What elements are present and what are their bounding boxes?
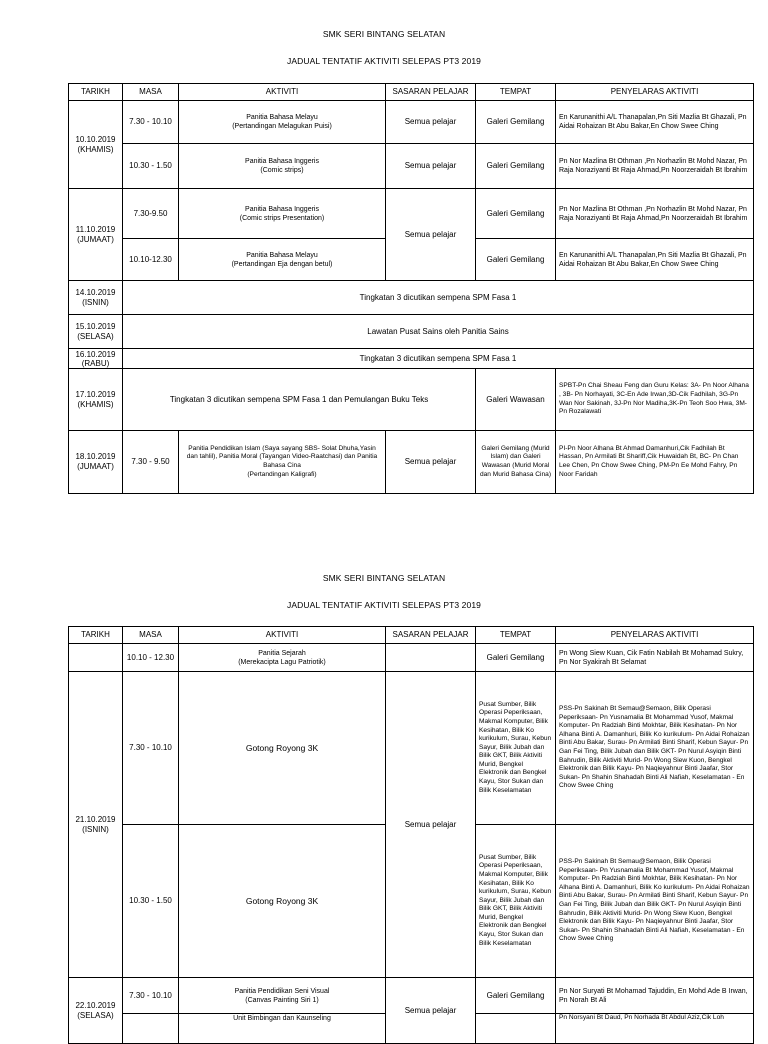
coordinator-cell: PI-Pn Noor Alhana Bt Ahmad Damanhuri,Cik Fadhilah Bt Hassan, Pn Armilati Bt Shariff,Cik Huwaidah Bt, BC- Pn Chan Lee Chen, Pn Chow Swee Ching, PM-Pn Ee Mohd Fahry, Pn Noor Faridah xyxy=(556,431,754,494)
target-cell: Semua pelajar xyxy=(386,144,476,189)
time-cell: 7.30-9.50 xyxy=(123,189,179,239)
target-cell: Semua pelajar xyxy=(386,978,476,1044)
schedule-title: JADUAL TENTATIF AKTIVITI SELEPAS PT3 2019 xyxy=(287,56,481,66)
coordinator-cell: Pn Norsyani Bt Daud, Pn Norhada Bt Abdul Aziz,Cik Loh xyxy=(556,1014,754,1044)
time-cell: 10.30 - 1.50 xyxy=(123,144,179,189)
time-cell: 10.10-12.30 xyxy=(123,239,179,281)
activity-cell: Gotong Royong 3K xyxy=(179,672,386,825)
place-cell: Galeri Gemilang xyxy=(476,644,556,672)
target-cell: Semua pelajar xyxy=(386,101,476,144)
date-cell: 17.10.2019 (KHAMIS) xyxy=(69,369,123,431)
activity-cell: Panitia Pendidikan Seni Visual (Canvas Painting Siri 1) xyxy=(179,978,386,1014)
place-cell: Galeri Gemilang xyxy=(476,189,556,239)
header-tarikh: TARIKH xyxy=(69,84,123,101)
coordinator-cell: Pn Nor Mazlina Bt Othman ,Pn Norhazlin Bt Mohd Nazar, Pn Raja Noraziyanti Bt Raja Ahmad,Pn Noorzeraidah Bt Ibrahim xyxy=(556,144,754,189)
target-cell: Semua pelajar xyxy=(386,189,476,281)
date-cell: 21.10.2019 (ISNIN) xyxy=(69,672,123,978)
activity-cell: Panitia Bahasa Inggeris (Comic strips) xyxy=(179,144,386,189)
time-cell: 7.30 - 10.10 xyxy=(123,672,179,825)
activity-cell: Unit Bimbingan dan Kaunseling xyxy=(179,1014,386,1044)
header-masa: MASA xyxy=(123,627,179,644)
note-cell: Tingkatan 3 dicutikan sempena SPM Fasa 1 xyxy=(123,349,754,369)
date-cell: 16.10.2019 (RABU) xyxy=(69,349,123,369)
note-cell: Tingkatan 3 dicutikan sempena SPM Fasa 1 dan Pemulangan Buku Teks xyxy=(123,369,476,431)
time-cell: 7.30 - 10.10 xyxy=(123,978,179,1014)
place-cell xyxy=(476,1014,556,1044)
coordinator-cell: Pn Wong Siew Kuan, Cik Fatin Nabilah Bt Mohamad Sukry, Pn Nor Syakirah Bt Selamat xyxy=(556,644,754,672)
place-cell: Pusat Sumber, Bilik Operasi Peperiksaan, Makmal Komputer, Bilik Kesihatan, Bilik Ko kurikulum, Surau, Kebun Sayur, Bilik Jubah dan Bilik GKT, Bilik Aktiviti Murid, Bengkel Elektronik dan Bengkel Kayu, Stor Sukan dan Bilik Keselamatan xyxy=(476,672,556,825)
coordinator-cell: Pn Nor Suryati Bt Mohamad Tajuddin, En Mohd Ade B Irwan, Pn Norah Bt Ali xyxy=(556,978,754,1014)
date-cell: 22.10.2019 (SELASA) xyxy=(69,978,123,1044)
header-penyelaras: PENYELARAS AKTIVITI xyxy=(556,84,754,101)
time-cell xyxy=(123,1014,179,1044)
coordinator-cell: SPBT-Pn Chai Sheau Feng dan Guru Kelas: 3A- Pn Noor Alhana , 3B- Pn Norhayati, 3C-En Ade Irwan,3D-Cik Fadhilah, 3G-Pn Wan Nor Sakinah, 3J-Pn Nor Madiha,3K-Pn Teoh Soo Hwa, 3M- Pn Rozalawati xyxy=(556,369,754,431)
table-row xyxy=(69,281,754,315)
header-aktiviti: AKTIVITI xyxy=(179,627,386,644)
time-cell: 10.30 - 1.50 xyxy=(123,825,179,978)
school-name: SMK SERI BINTANG SELATAN xyxy=(322,573,446,583)
place-cell: Galeri Gemilang xyxy=(476,144,556,189)
target-cell: Semua pelajar xyxy=(386,672,476,978)
place-cell: Pusat Sumber, Bilik Operasi Peperiksaan, Makmal Komputer, Bilik Kesihatan, Bilik Ko kurikulum, Surau, Kebun Sayur, Bilik Jubah dan Bilik GKT, Bilik Aktiviti Murid, Bengkel Elektronik dan Bengkel Kayu, Stor Sukan dan Bilik Keselamatan xyxy=(476,825,556,978)
header-masa: MASA xyxy=(123,84,179,101)
header-tempat: TEMPAT xyxy=(476,627,556,644)
time-cell: 7.30 - 9.50 xyxy=(123,431,179,494)
place-cell: Galeri Gemilang xyxy=(476,239,556,281)
date-cell: 10.10.2019 (KHAMIS) xyxy=(69,101,123,189)
target-cell: Semua pelajar xyxy=(386,431,476,494)
header-aktiviti: AKTIVITI xyxy=(179,84,386,101)
table-row xyxy=(69,369,754,431)
activity-cell: Panitia Pendidikan Islam (Saya sayang SBS- Solat Dhuha,Yasin dan tahlil), Panitia Moral (Tayangan Video-Raatchasi) dan Panitia Bahasa Cina (Pertandingan Kaligrafi) xyxy=(179,431,386,494)
table-row xyxy=(69,349,754,369)
activity-cell: Panitia Bahasa Melayu (Pertandingan Melagukan Puisi) xyxy=(179,101,386,144)
place-cell: Galeri Gemilang (Murid Islam) dan Galeri Wawasan (Murid Moral dan Murid Bahasa Cina) xyxy=(476,431,556,494)
table-row xyxy=(69,315,754,349)
header-sasaran: SASARAN PELAJAR xyxy=(386,627,476,644)
table-row xyxy=(69,101,754,144)
place-cell: Galeri Gemilang xyxy=(476,101,556,144)
coordinator-cell: PSS-Pn Sakinah Bt Semau@Semaon, Bilik Operasi Peperiksaan- Pn Yusnamalia Bt Mohammad Yusof, Makmal Komputer- Pn Radziah Binti Mokhtar, Bilik Kesihatan- Pn Nor Alhana Binti A. Damanhuri, Bilik Ko kurikulum- Pn Aidai Rohaizan Binti Abu Bakar, Surau- Pn Armilati Binti Sharif, Kebun Sayur- Pn Gan Fei Ting, Bilik Jubah dan Bilik GKT- Pn Nurul Asyiqin Binti Bahrudin, Bilik Aktiviti Murid- Pn Wong Siew Kuon, Bengkel Elektronik dan Bilik Kayu- Pn Naqieyahnur Binti Jaafar, Stor Sukan- Pn Shahin Shahadah Binti Ali Nafiah, Keselamatan - En Chow Swee Ching xyxy=(556,825,754,978)
date-cell: 15.10.2019 (SELASA) xyxy=(69,315,123,349)
table-row xyxy=(69,431,754,494)
schedule-table-2 xyxy=(68,626,754,1044)
schedule-title: JADUAL TENTATIF AKTIVITI SELEPAS PT3 2019 xyxy=(287,600,481,610)
target-cell xyxy=(386,644,476,672)
coordinator-cell: PSS-Pn Sakinah Bt Semau@Semaon, Bilik Operasi Peperiksaan- Pn Yusnamalia Bt Mohammad Yusof, Makmal Komputer- Pn Radziah Binti Mokhtar, Bilik Kesihatan- Pn Nor Alhana Binti A. Damanhuri, Bilik Ko kurikulum- Pn Aidai Rohaizan Binti Abu Bakar, Surau- Pn Armilati Binti Sharif, Kebun Sayur- Pn Gan Fei Ting, Bilik Jubah dan Bilik GKT- Pn Nurul Asyiqin Binti Bahrudin, Bilik Aktiviti Murid- Pn Wong Siew Kuon, Bengkel Elektronik dan Bilik Kayu- Pn Naqieyahnur Binti Jaafar, Stor Sukan- Pn Shahin Shahadah Binti Ali Nafiah, Keselamatan - En Chow Swee Ching xyxy=(556,672,754,825)
activity-cell: Gotong Royong 3K xyxy=(179,825,386,978)
table-row xyxy=(69,189,754,239)
time-cell: 10.10 - 12.30 xyxy=(123,644,179,672)
table-row xyxy=(69,644,754,672)
table-row xyxy=(69,978,754,1014)
place-cell: Galeri Wawasan xyxy=(476,369,556,431)
activity-cell: Panitia Sejarah (Merekacipta Lagu Patriotik) xyxy=(179,644,386,672)
place-cell: Galeri Gemilang xyxy=(476,978,556,1014)
header-sasaran: SASARAN PELAJAR xyxy=(386,84,476,101)
date-cell xyxy=(69,644,123,672)
date-cell: 14.10.2019 (ISNIN) xyxy=(69,281,123,315)
school-name: SMK SERI BINTANG SELATAN xyxy=(322,29,446,39)
date-cell: 18.10.2019 (JUMAAT) xyxy=(69,431,123,494)
date-cell: 11.10.2019 (JUMAAT) xyxy=(69,189,123,281)
time-cell: 7.30 - 10.10 xyxy=(123,101,179,144)
coordinator-cell: Pn Nor Mazlina Bt Othman ,Pn Norhazlin Bt Mohd Nazar, Pn Raja Noraziyanti Bt Raja Ahmad,Pn Noorzeraidah Bt Ibrahim xyxy=(556,189,754,239)
table-row xyxy=(69,144,754,189)
note-cell: Lawatan Pusat Sains oleh Panitia Sains xyxy=(123,315,754,349)
header-tempat: TEMPAT xyxy=(476,84,556,101)
header-tarikh: TARIKH xyxy=(69,627,123,644)
coordinator-cell: En Karunanithi A/L Thanapalan,Pn Siti Mazlia Bt Ghazali, Pn Aidai Rohaizan Bt Abu Bakar,En Chow Swee Ching xyxy=(556,239,754,281)
schedule-table-1 xyxy=(68,83,754,494)
note-cell: Tingkatan 3 dicutikan sempena SPM Fasa 1 xyxy=(123,281,754,315)
activity-cell: Panitia Bahasa Melayu (Pertandingan Eja dengan betul) xyxy=(179,239,386,281)
coordinator-cell: En Karunanithi A/L Thanapalan,Pn Siti Mazlia Bt Ghazali, Pn Aidai Rohaizan Bt Abu Bakar,En Chow Swee Ching xyxy=(556,101,754,144)
table-row xyxy=(69,672,754,825)
activity-cell: Panitia Bahasa Inggeris (Comic strips Presentation) xyxy=(179,189,386,239)
header-penyelaras: PENYELARAS AKTIVITI xyxy=(556,627,754,644)
